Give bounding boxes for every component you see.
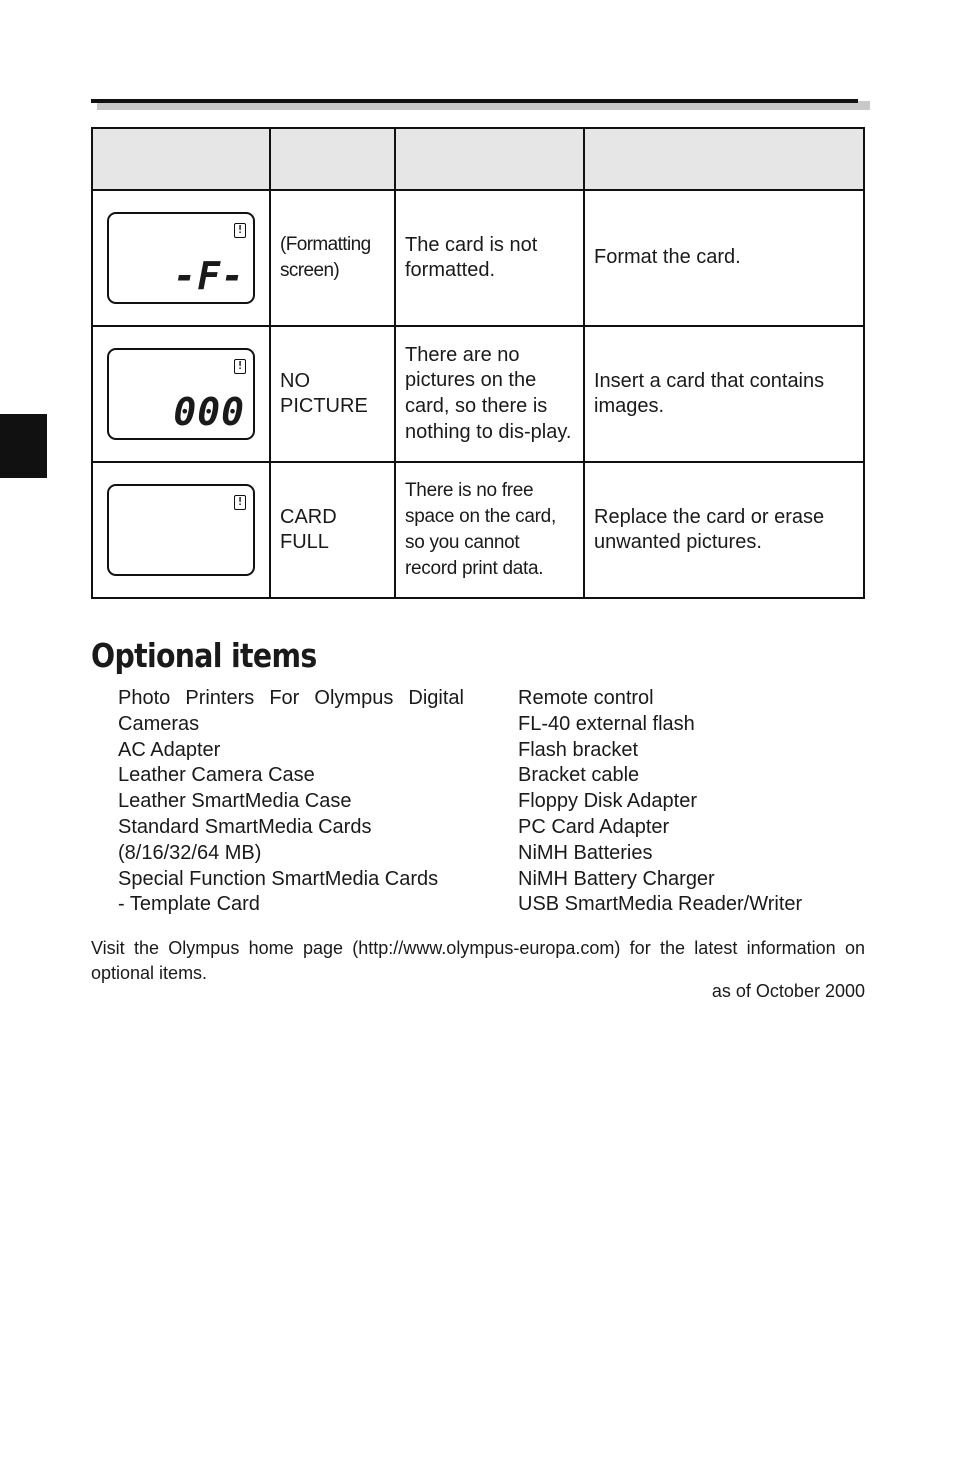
website-note: Visit the Olympus home page (http://www.olympus-europa.com) for the latest information on xyxy=(91,938,865,958)
remedy-cell xyxy=(584,462,864,598)
lcd-panel xyxy=(107,484,255,576)
list-item: (8/16/32/64 MB) xyxy=(118,841,262,864)
table-header-row xyxy=(92,128,864,190)
table-row xyxy=(92,190,864,326)
card-warning-icon: ! xyxy=(234,223,246,238)
list-item: NiMH Battery Charger xyxy=(518,867,715,890)
list-item: Cameras xyxy=(118,712,200,735)
list-item: FL-40 external flash xyxy=(518,712,695,735)
table-row xyxy=(92,326,864,462)
card-warning-icon: ! xyxy=(234,495,246,510)
header-cell-cause xyxy=(395,128,584,190)
display-cell xyxy=(92,326,270,462)
list-item: USB SmartMedia Reader/Writer xyxy=(518,893,803,916)
lcd-panel xyxy=(107,348,255,440)
message-cell xyxy=(270,190,395,326)
cause-cell xyxy=(395,462,584,598)
list-item: AC Adapter xyxy=(118,738,221,761)
message-text: NO PICTURE xyxy=(280,369,368,417)
header-cell-remedy xyxy=(584,128,864,190)
remedy-cell xyxy=(584,190,864,326)
cause-cell xyxy=(395,326,584,462)
remedy-text: Insert a card that contains images. xyxy=(594,369,825,417)
optional-items-list-right xyxy=(518,686,858,918)
display-cell xyxy=(92,462,270,598)
list-item: Flash bracket xyxy=(518,738,639,761)
date-note: as of October 2000 xyxy=(711,981,865,1001)
lcd-panel xyxy=(107,212,255,304)
list-item: Floppy Disk Adapter xyxy=(518,790,697,813)
chapter-tab xyxy=(0,414,47,478)
table-row xyxy=(92,462,864,598)
cause-text: The card is not formatted. xyxy=(405,233,538,281)
display-cell xyxy=(92,190,270,326)
list-item: Remote control xyxy=(518,687,654,709)
list-item: NiMH Batteries xyxy=(518,841,653,864)
error-message-table xyxy=(91,127,865,599)
list-item: PC Card Adapter xyxy=(518,815,670,838)
list-item: Leather SmartMedia Case xyxy=(118,790,352,813)
remedy-cell xyxy=(584,326,864,462)
list-item: - Template Card xyxy=(118,893,260,916)
message-cell xyxy=(270,326,395,462)
header-cell-message xyxy=(270,128,395,190)
lcd-segment-readout: 000 xyxy=(173,390,245,434)
list-item: Special Function SmartMedia Cards xyxy=(118,867,439,890)
list-item: Leather Camera Case xyxy=(118,764,315,787)
lcd-segment-readout: -F- xyxy=(173,254,245,298)
cause-text: There are no pictures on the card, so there is nothing to dis-play. xyxy=(405,343,572,443)
remedy-text: Replace the card or erase unwanted pictures. xyxy=(594,505,825,553)
message-text: CARD FULL xyxy=(280,505,337,553)
cause-text: There is no free space on the card, so you cannot record print data. xyxy=(405,480,556,579)
list-item: Bracket cable xyxy=(518,764,640,787)
header-cell-display xyxy=(92,128,270,190)
list-item: Photo Printers For Olympus Digital xyxy=(118,687,464,709)
card-warning-icon: ! xyxy=(234,359,246,374)
message-text: (Formatting screen) xyxy=(280,234,371,281)
message-cell xyxy=(270,462,395,598)
website-note-continued: optional items. xyxy=(91,963,208,983)
section-title: Optional items xyxy=(91,636,317,675)
list-item: Standard SmartMedia Cards xyxy=(118,815,372,838)
remedy-text: Format the card. xyxy=(594,246,741,269)
cause-cell xyxy=(395,190,584,326)
optional-items-list-left xyxy=(118,686,464,918)
header-rule xyxy=(91,99,858,103)
